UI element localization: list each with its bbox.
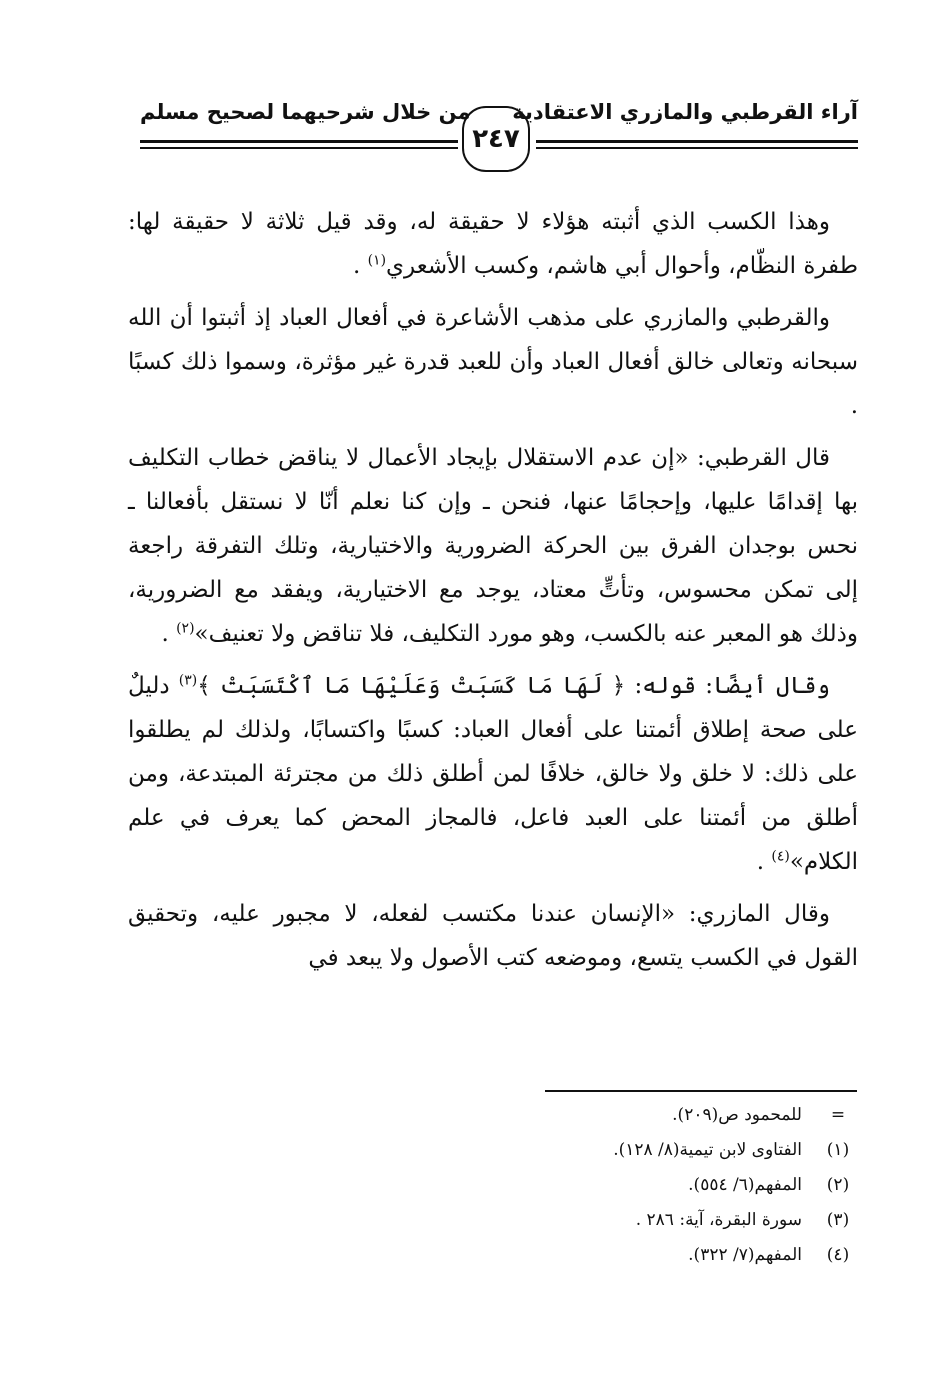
footnote-text: للمحمود ص(٢٠٩). xyxy=(672,1105,802,1125)
paragraph-text: وقال المازري: «الإنسان عندنا مكتسب لفعله، لا مجبور عليه، وتحقيق القول في الكسب يتسع، وموضعه كتب الأصول ولا يبعد في xyxy=(128,901,858,971)
page-number: ٢٤٧ xyxy=(472,124,520,154)
footnotes xyxy=(128,1098,858,1273)
footnote-continued xyxy=(128,1098,858,1133)
paragraph-2 xyxy=(128,296,858,428)
footnote-marker: = xyxy=(830,1105,846,1125)
footnote-marker: (٤) xyxy=(826,1245,850,1265)
footnote-ref-4: (٤) xyxy=(771,848,790,865)
header-rule-thin xyxy=(536,147,858,149)
paragraph-1 xyxy=(128,200,858,288)
paragraph-5 xyxy=(128,892,858,980)
footnote-text: المفهم(٧/ ٣٢٢). xyxy=(688,1245,802,1265)
page-header xyxy=(128,92,858,182)
footnote-1 xyxy=(128,1133,858,1168)
header-rule-thick xyxy=(140,140,458,143)
footnote-separator xyxy=(545,1090,857,1092)
header-rule-thin xyxy=(140,147,458,149)
header-rule-thick xyxy=(536,140,858,143)
footnote-2 xyxy=(128,1168,858,1203)
paragraph-tail: . xyxy=(352,253,368,279)
header-rule-right xyxy=(536,140,858,152)
paragraph-4 xyxy=(128,664,858,884)
footnote-text: الفتاوى لابن تيمية(٨/ ١٢٨). xyxy=(613,1140,802,1160)
paragraph-text: وقال أيضًا: قوله: ﴿ لَهَا مَا كَسَبَتْ وَعَلَيْهَا مَا ٱكْتَسَبَتْ ﴾ xyxy=(197,673,830,699)
paragraph-tail: . xyxy=(756,849,772,875)
paragraph-3 xyxy=(128,436,858,656)
main-text xyxy=(128,200,858,980)
paragraph-text-continued: دليلٌ على صحة إطلاق أئمتنا على أفعال العباد: كسبًا واكتسابًا، ولذلك لم يطلقوا على ذلك: لا خلق ولا خالق، خلافًا لمن أطلق ذلك من مجترئة المبتدعة، ومن أطلق من أئمتنا على العبد فاعل، فالمجاز المحض كما يعرف في علم الكلام» xyxy=(128,673,858,875)
paragraph-text: وهذا الكسب الذي أثبته هؤلاء لا حقيقة له، وقد قيل ثلاثة لا حقيقة لها: طفرة النظّام، وأحوال أبي هاشم، وكسب الأشعري xyxy=(128,209,858,279)
paragraph-tail: . xyxy=(161,621,177,647)
footnote-ref-3: (٣) xyxy=(178,672,198,689)
footnote-3 xyxy=(128,1203,858,1238)
footnote-text: المفهم(٦/ ٥٥٤). xyxy=(688,1175,802,1195)
footnote-ref-2: (٢) xyxy=(176,620,195,637)
running-head-subtitle: من خلال شرحيهما لصحيح مسلم xyxy=(140,100,471,124)
page-number-frame xyxy=(462,106,530,172)
footnote-marker: (١) xyxy=(826,1140,850,1160)
footnote-marker: (٢) xyxy=(826,1175,850,1195)
footnote-marker: (٣) xyxy=(826,1210,850,1230)
footnote-text: سورة البقرة، آية: ٢٨٦ . xyxy=(635,1210,802,1230)
paragraph-text: قال القرطبي: «إن عدم الاستقلال بإيجاد الأعمال لا يناقض خطاب التكليف بها إقدامًا عليها، وإحجامًا عنها، فنحن ـ وإن كنا نعلم أنّا لا نستقل بأفعالنا ـ نحس بوجدان الفرق بين الحركة الضرورية والاختيارية، وتلك التفرقة راجعة إلى تمكن محسوس، وتأتٍّ معتاد، يوجد مع الاختيارية، ويفقد مع الضرورية، وذلك هو المعبر عنه بالكسب، وهو مورد التكليف، فلا تناقض ولا تعنيف» xyxy=(128,445,858,647)
header-rule-left xyxy=(140,140,458,152)
running-head-book-title: آراء القرطبي والمازري الاعتقادية xyxy=(512,100,858,124)
footnote-4 xyxy=(128,1238,858,1273)
footnote-ref-1: (١) xyxy=(367,252,387,269)
paragraph-text: والقرطبي والمازري على مذهب الأشاعرة في أفعال العباد إذ أثبتوا أن الله سبحانه وتعالى خالق أفعال العباد وأن للعبد قدرة غير مؤثرة، وسموا ذلك كسبًا . xyxy=(128,305,858,419)
